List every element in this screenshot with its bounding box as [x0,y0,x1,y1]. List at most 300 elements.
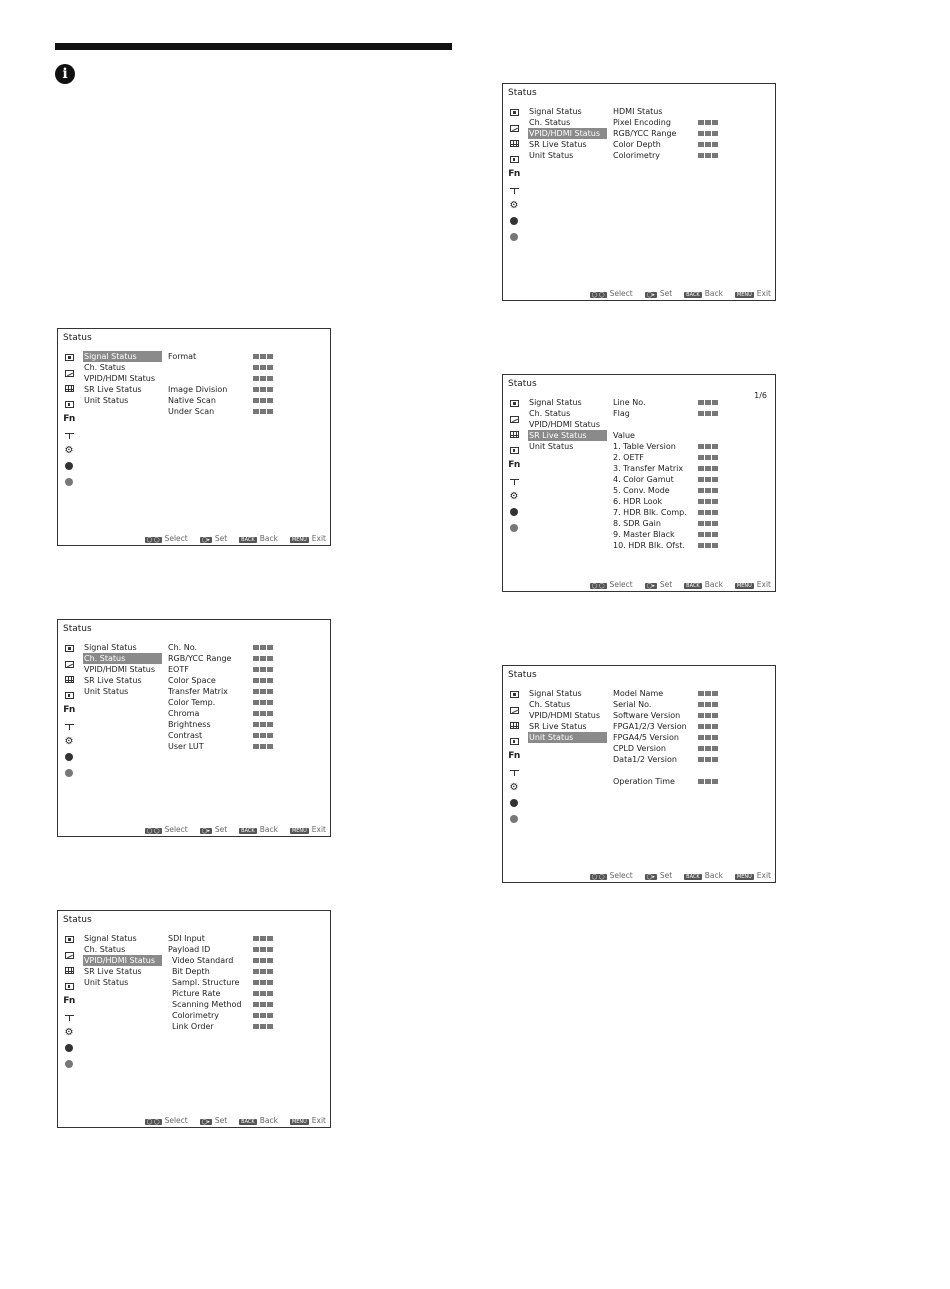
status-item-label: Line No. [613,398,646,407]
status-item-value [698,710,728,721]
marker-icon[interactable] [62,979,76,995]
status-menu [528,106,607,161]
value-placeholder [253,744,259,750]
status-menu [83,933,162,988]
status-item-label: Flag [613,409,630,418]
back-key: BACK [686,291,700,298]
value-placeholder [698,702,704,708]
menu-item[interactable]: SR Live Status [528,430,607,441]
value-placeholder [260,969,266,975]
value-placeholder [267,936,273,942]
status-item-label: Native Scan [168,396,216,405]
value-placeholder [267,1024,273,1030]
value-placeholder [260,645,266,651]
value-placeholder [260,398,266,404]
status-item-label: Colorimetry [613,151,660,160]
menu-item[interactable]: Ch. Status [83,653,162,664]
status-screen-sr-live [502,374,776,592]
status-item-value [253,373,283,384]
value-placeholder [260,958,266,964]
value-placeholder [267,722,273,728]
value-placeholder [712,702,718,708]
value-placeholder [712,746,718,752]
picture-icon[interactable] [62,641,76,657]
gear-icon[interactable]: ⚙ [509,199,519,211]
set-label: Set [214,533,228,543]
gamma-icon[interactable] [62,657,76,673]
value-placeholder [712,466,718,472]
gamma-icon[interactable] [507,412,521,428]
menu-item[interactable]: SR Live Status [84,385,142,394]
value-placeholder [253,1024,259,1030]
back-label: Back [259,533,278,543]
value-placeholder [267,409,273,415]
value-placeholder [267,991,273,997]
value-placeholder [712,444,718,450]
status-item-value [253,351,283,362]
value-placeholder [253,991,259,997]
status-item-label: Model Name [613,689,664,698]
status-item-label: Sampl. Structure [172,978,240,987]
status-item-label: Color Temp. [168,698,216,707]
status-item-value [698,419,728,430]
menu-item[interactable]: VPID/HDMI Status [529,420,600,429]
menu-item[interactable]: Signal Status [529,689,582,698]
status-item-value [698,732,728,743]
status-item-value [698,699,728,710]
value-placeholder [712,735,718,741]
function-icon[interactable]: Fn [508,169,520,180]
exit-label: Exit [311,1115,326,1125]
status-item-label: Data1/2 Version [613,755,677,764]
category-icon-column [507,396,521,536]
select-label: Select [164,1115,188,1125]
value-placeholder [698,691,704,697]
menu-item[interactable]: VPID/HDMI Status [529,711,600,720]
marker-icon[interactable] [62,397,76,413]
menu-item[interactable]: Unit Status [528,732,607,743]
menu-item[interactable]: VPID/HDMI Status [83,955,162,966]
status-item-value [253,741,283,752]
value-placeholder [705,153,711,159]
status-item-value [253,966,283,977]
status-item-value [698,754,728,765]
status-item-value [253,395,283,406]
menu-item[interactable]: SR Live Status [84,676,142,685]
value-placeholder [698,724,704,730]
status-item-label: Colorimetry [172,1011,219,1020]
exit-hint [735,579,771,590]
menu-item[interactable]: Unit Status [84,687,129,696]
value-placeholder [253,700,259,706]
status-item-label: Brightness [168,720,211,729]
screen-title: Status [508,379,537,389]
value-placeholder [698,532,704,538]
remote-icon[interactable] [507,183,521,199]
value-placeholder [698,521,704,527]
status-item-value [253,730,283,741]
function-icon[interactable]: Fn [63,705,75,716]
grid-icon[interactable] [62,672,76,688]
menu-item[interactable]: SR Live Status [84,967,142,976]
status-item-label: 10. HDR Blk. Ofst. [613,541,685,550]
value-placeholder [698,510,704,516]
status-item-label: Transfer Matrix [168,687,228,696]
menu-item[interactable]: Unit Status [529,151,574,160]
value-placeholder [253,711,259,717]
select-label: Select [609,579,633,589]
status-item-value [698,688,728,699]
menu-item[interactable]: Signal Status [84,934,137,943]
menu-item[interactable]: VPID/HDMI Status [84,665,155,674]
set-hint [200,824,227,835]
gamma-icon[interactable] [62,948,76,964]
select-key: ◯ ◯ [591,873,605,880]
info-icon: i [55,64,75,84]
picture-icon[interactable] [507,105,521,121]
value-placeholder [253,365,259,371]
value-placeholder [698,713,704,719]
value-placeholder [253,398,259,404]
value-placeholder [260,354,266,360]
back-label: Back [704,870,723,880]
compass-icon[interactable] [62,750,76,766]
gear-icon[interactable]: ⚙ [64,735,74,747]
set-hint [645,579,672,590]
value-placeholder [260,711,266,717]
value-placeholder [712,455,718,461]
value-placeholder [260,667,266,673]
function-icon[interactable]: Fn [63,414,75,425]
picture-icon[interactable] [507,396,521,412]
status-item-label: 2. OETF [613,453,645,462]
value-placeholder [705,713,711,719]
status-values [698,106,728,161]
back-key: BACK [241,827,255,834]
value-placeholder [267,1002,273,1008]
screen-title: Status [63,915,92,925]
info-small-icon[interactable] [507,811,521,827]
status-item-value [698,507,728,518]
status-item-value [253,955,283,966]
value-placeholder [260,365,266,371]
status-item-value [698,150,728,161]
value-placeholder [267,365,273,371]
value-placeholder [705,477,711,483]
value-placeholder [698,142,704,148]
value-placeholder [253,733,259,739]
value-placeholder [705,702,711,708]
back-hint [684,579,723,590]
compass-icon[interactable] [62,1041,76,1057]
value-placeholder [260,1002,266,1008]
value-placeholder [698,735,704,741]
status-item-value [253,686,283,697]
value-placeholder [253,936,259,942]
value-placeholder [698,488,704,494]
status-item-label: 7. HDR Blk. Comp. [613,508,687,517]
value-placeholder [705,510,711,516]
status-item-value [698,128,728,139]
value-placeholder [712,779,718,785]
menu-item[interactable]: SR Live Status [529,722,587,731]
page-indicator: 1/6 [754,391,767,400]
set-key: ◯▸ [201,1118,210,1125]
set-label: Set [659,870,673,880]
select-key: ◯ ◯ [146,1118,160,1125]
screen-title: Status [63,624,92,634]
info-small-icon[interactable] [507,229,521,245]
compass-icon[interactable] [507,796,521,812]
value-placeholder [698,499,704,505]
value-placeholder [698,411,704,417]
status-item-label: Contrast [168,731,203,740]
status-item-label: Operation Time [613,777,675,786]
value-placeholder [698,455,704,461]
value-placeholder [705,142,711,148]
value-placeholder [705,499,711,505]
value-placeholder [267,667,273,673]
remote-icon[interactable] [62,428,76,444]
value-placeholder [705,444,711,450]
status-values [253,933,283,1032]
compass-icon[interactable] [62,459,76,475]
function-icon[interactable]: Fn [508,460,520,471]
remote-icon[interactable] [62,1010,76,1026]
status-item-label: FPGA4/5 Version [613,733,679,742]
menu-item[interactable]: VPID/HDMI Status [84,374,155,383]
value-placeholder [712,499,718,505]
menu-item[interactable]: Ch. Status [529,409,571,418]
status-item-label: Scanning Method [172,1000,242,1009]
set-hint [200,1115,227,1126]
gear-icon[interactable]: ⚙ [64,1026,74,1038]
value-placeholder [267,678,273,684]
value-placeholder [253,722,259,728]
status-item-label: RGB/YCC Range [168,654,232,663]
status-item-label: Link Order [172,1022,214,1031]
menu-item[interactable]: Ch. Status [529,700,571,709]
back-key: BACK [241,1118,255,1125]
compass-icon[interactable] [507,214,521,230]
back-key: BACK [241,536,255,543]
menu-item[interactable]: Unit Status [84,396,129,405]
back-hint [684,288,723,299]
status-item-value [253,653,283,664]
status-menu [83,351,162,406]
status-item-value [698,518,728,529]
value-placeholder [267,980,273,986]
section-rule [55,43,452,50]
status-item-value [698,529,728,540]
status-item-value [698,397,728,408]
exit-key: MENU [736,291,752,298]
exit-hint [735,288,771,299]
function-icon[interactable]: Fn [63,996,75,1007]
menu-item[interactable]: Signal Status [84,643,137,652]
value-placeholder [698,757,704,763]
remote-icon[interactable] [62,719,76,735]
status-item-value [698,139,728,150]
status-item-value [253,719,283,730]
info-small-icon[interactable] [507,520,521,536]
value-placeholder [712,488,718,494]
menu-item[interactable]: Signal Status [83,351,162,362]
value-placeholder [712,532,718,538]
value-placeholder [712,691,718,697]
value-placeholder [698,131,704,137]
status-item-label: 6. HDR Look [613,497,663,506]
value-placeholder [267,376,273,382]
value-placeholder [260,409,266,415]
status-item-label: 5. Conv. Mode [613,486,670,495]
value-placeholder [253,645,259,651]
gear-icon[interactable]: ⚙ [509,781,519,793]
value-placeholder [260,936,266,942]
value-placeholder [253,354,259,360]
value-placeholder [260,689,266,695]
menu-item[interactable]: Ch. Status [84,945,126,954]
status-item-label: CPLD Version [613,744,666,753]
picture-icon[interactable] [62,350,76,366]
gamma-icon[interactable] [507,121,521,137]
status-item-value [253,977,283,988]
screen-title: Status [508,88,537,98]
menu-item[interactable]: VPID/HDMI Status [528,128,607,139]
menu-item[interactable]: SR Live Status [529,140,587,149]
value-placeholder [267,1013,273,1019]
value-placeholder [712,120,718,126]
value-placeholder [712,411,718,417]
status-item-value [253,1010,283,1021]
select-label: Select [609,288,633,298]
value-placeholder [260,678,266,684]
value-placeholder [267,387,273,393]
set-label: Set [214,824,228,834]
status-item-label: Color Space [168,676,216,685]
value-placeholder [253,1002,259,1008]
value-placeholder [698,746,704,752]
marker-icon[interactable] [507,734,521,750]
value-placeholder [712,757,718,763]
status-item-value [698,117,728,128]
status-item-value [698,540,728,551]
value-placeholder [698,477,704,483]
marker-icon[interactable] [62,688,76,704]
value-placeholder [712,543,718,549]
info-small-icon[interactable] [62,765,76,781]
status-item-value [253,708,283,719]
exit-hint [735,870,771,881]
value-placeholder [267,354,273,360]
status-item-value [253,406,283,417]
select-key: ◯ ◯ [591,582,605,589]
grid-icon[interactable] [507,718,521,734]
grid-icon[interactable] [62,381,76,397]
value-placeholder [698,543,704,549]
set-key: ◯▸ [646,291,655,298]
info-small-icon[interactable] [62,474,76,490]
value-placeholder [705,466,711,472]
status-menu [528,397,607,452]
value-placeholder [705,757,711,763]
value-placeholder [253,980,259,986]
exit-key: MENU [291,1118,307,1125]
back-key: BACK [686,873,700,880]
exit-hint [290,824,326,835]
marker-icon[interactable] [507,152,521,168]
status-item-label: HDMI Status [613,107,663,116]
set-key: ◯▸ [201,827,210,834]
gamma-icon[interactable] [507,703,521,719]
grid-icon[interactable] [62,963,76,979]
status-item-label: Under Scan [168,407,215,416]
grid-icon[interactable] [507,136,521,152]
set-key: ◯▸ [201,536,210,543]
exit-key: MENU [736,873,752,880]
gear-icon[interactable]: ⚙ [509,490,519,502]
picture-icon[interactable] [62,932,76,948]
status-item-value [698,776,728,787]
back-hint [239,824,278,835]
function-icon[interactable]: Fn [508,751,520,762]
gear-icon[interactable]: ⚙ [64,444,74,456]
value-placeholder [260,722,266,728]
value-placeholder [712,153,718,159]
back-label: Back [259,1115,278,1125]
exit-hint [290,533,326,544]
value-placeholder [705,735,711,741]
menu-item[interactable]: Unit Status [529,442,574,451]
picture-icon[interactable] [507,687,521,703]
status-item-label: Ch. No. [168,643,198,652]
value-placeholder [253,656,259,662]
status-menu [83,642,162,697]
value-placeholder [705,120,711,126]
menu-item[interactable]: Ch. Status [84,363,126,372]
back-key: BACK [686,582,700,589]
gamma-icon[interactable] [62,366,76,382]
value-placeholder [253,376,259,382]
set-label: Set [214,1115,228,1125]
select-label: Select [164,533,188,543]
menu-item[interactable]: Signal Status [529,398,582,407]
marker-icon[interactable] [507,443,521,459]
value-placeholder [260,700,266,706]
grid-icon[interactable] [507,427,521,443]
value-placeholder [267,958,273,964]
menu-item[interactable]: Unit Status [84,978,129,987]
status-item-label: Bit Depth [172,967,210,976]
footer-bar [58,533,326,543]
value-placeholder [253,689,259,695]
info-small-icon[interactable] [62,1056,76,1072]
value-placeholder [712,142,718,148]
menu-item[interactable]: Signal Status [529,107,582,116]
value-placeholder [267,398,273,404]
compass-icon[interactable] [507,505,521,521]
exit-label: Exit [311,824,326,834]
set-hint [200,533,227,544]
status-item-value [253,1021,283,1032]
menu-item[interactable]: Ch. Status [529,118,571,127]
value-placeholder [267,947,273,953]
back-label: Back [259,824,278,834]
remote-icon[interactable] [507,765,521,781]
remote-icon[interactable] [507,474,521,490]
status-item-label: 1. Table Version [613,442,676,451]
category-icon-column [507,105,521,245]
